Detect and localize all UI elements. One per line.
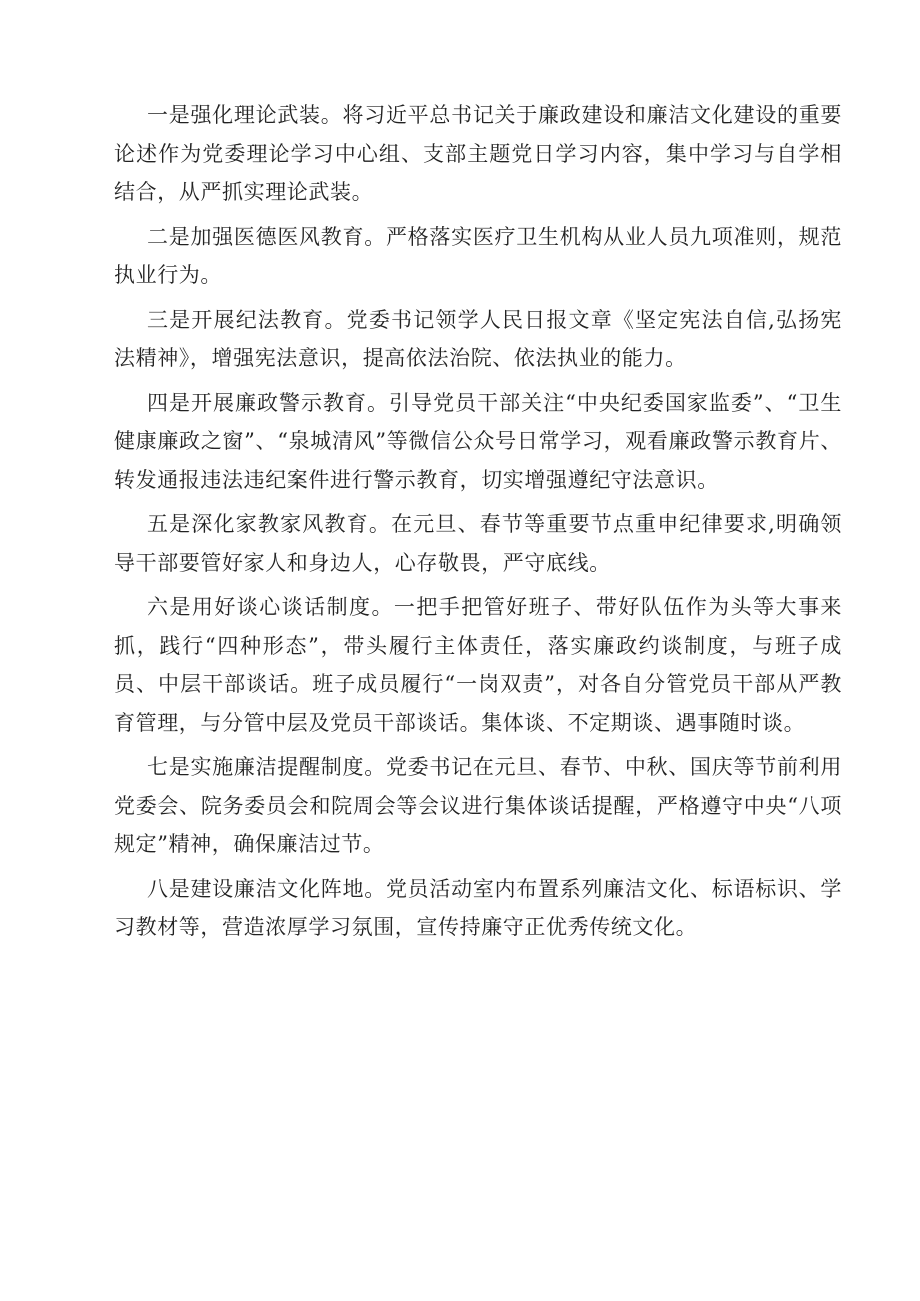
paragraph-talk-system: 六是用好谈心谈话制度。一把手把管好班子、带好队伍作为头等大事来抓，践行“四种形态”，带头履行主体责任，落实廉政约谈制度，与班子成员、中层干部谈话。班子成员履行“一岗双责”，对各自分管党员干部从严教育管理，与分管中层及党员干部谈话。集体谈、不定期谈、遇事随时谈。 [114, 595, 842, 735]
paragraph-theory-study: 一是强化理论武装。将习近平总书记关于廉政建设和廉洁文化建设的重要论述作为党委理论学习中心组、支部主题党日学习内容，集中学习与自学相结合，从严抓实理论武装。 [114, 103, 842, 204]
paragraph-law-education: 三是开展纪法教育。党委书记领学人民日报文章《坚定宪法自信,弘扬宪法精神》，增强宪法意识，提高依法治院、依法执业的能力。 [114, 307, 842, 370]
paragraph-warning-education: 四是开展廉政警示教育。引导党员干部关注“中央纪委国家监委”、“卫生健康廉政之窗”、“泉城清风”等微信公众号日常学习，观看廉政警示教育片、转发通报违法违纪案件进行警示教育，切实增强遵纪守法意识。 [114, 390, 842, 492]
paragraph-culture-position: 八是建设廉洁文化阵地。党员活动室内布置系列廉洁文化、标语标识、学习教材等，营造浓厚学习氛围，宣传持廉守正优秀传统文化。 [114, 876, 842, 939]
paragraph-medical-ethics: 二是加强医德医风教育。严格落实医疗卫生机构从业人员九项准则，规范执业行为。 [114, 224, 842, 287]
paragraph-family-education: 五是深化家教家风教育。在元旦、春节等重要节点重申纪律要求,明确领导干部要管好家人和身边人，心存敬畏，严守底线。 [114, 512, 842, 575]
document-body [114, 96, 842, 953]
paragraph-reminder-system: 七是实施廉洁提醒制度。党委书记在元旦、春节、中秋、国庆等节前利用党委会、院务委员会和院周会等会议进行集体谈话提醒，严格遵守中央“八项规定”精神，确保廉洁过节。 [114, 755, 842, 856]
